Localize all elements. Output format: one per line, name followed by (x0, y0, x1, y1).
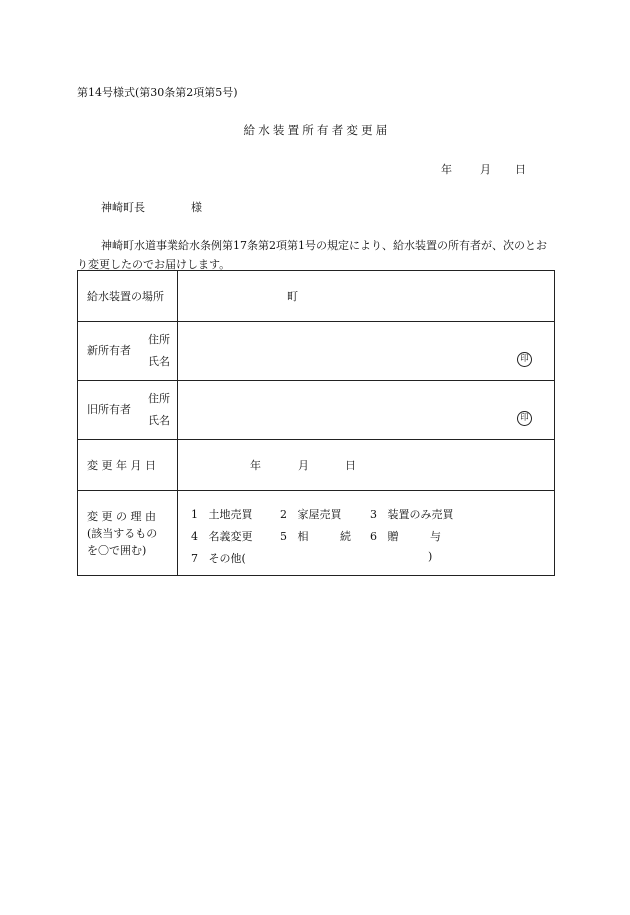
reason-option[interactable] (370, 528, 455, 544)
reason-option[interactable] (280, 528, 365, 544)
form-title: 給水装置所有者変更届 (243, 123, 391, 137)
reason-option[interactable] (280, 506, 342, 522)
change-day: 日 (345, 459, 356, 472)
reason-text: 相 続 (297, 530, 365, 543)
seal-mark: 印 (517, 352, 532, 367)
body-text: 神崎町水道事業給水条例第17条第2項第1号の規定により、給水装置の所有者が、次のとおり変更したのでお届けします。 (77, 239, 547, 271)
date-month: 月 (480, 163, 491, 176)
reason-label (78, 508, 177, 559)
reason-other-close: ) (428, 550, 433, 563)
reason-num: 4 (191, 530, 198, 543)
change-date-label-cell (78, 440, 178, 491)
old-owner-label-cell (78, 381, 178, 440)
row-location (78, 271, 555, 322)
location-label-cell (78, 271, 178, 322)
row-new-owner (78, 322, 555, 381)
reason-option[interactable] (191, 528, 253, 544)
new-owner-name-label: 氏名 (148, 355, 170, 368)
reason-option[interactable] (370, 506, 454, 522)
new-owner-label-cell (78, 322, 178, 381)
old-owner-name-label: 氏名 (148, 414, 170, 427)
reason-text: 土地売買 (208, 508, 253, 521)
new-owner-value-cell[interactable] (178, 322, 555, 381)
row-change-date (78, 440, 555, 491)
addressee-name: 神崎町長 (101, 201, 145, 214)
addressee (101, 199, 202, 215)
reason-num: 1 (191, 508, 198, 521)
seal-mark: 印 (517, 411, 532, 426)
reason-text: 家屋売買 (297, 508, 342, 521)
reason-num: 6 (370, 530, 377, 543)
form-number: 第14号様式(第30条第2項第5号) (77, 86, 238, 99)
location-label: 給水装置の場所 (87, 290, 164, 303)
addressee-honorific: 様 (191, 201, 202, 214)
change-date-value-cell[interactable] (178, 440, 555, 491)
row-reason (78, 491, 555, 576)
reason-label-line1: 変 更 の 理 由 (87, 509, 156, 523)
old-owner-address-label: 住所 (148, 392, 170, 405)
reason-label-line2: (該当するもの (87, 526, 158, 540)
old-owner-label: 旧所有者 (87, 403, 131, 416)
date-day: 日 (515, 163, 526, 176)
change-year: 年 (250, 459, 261, 472)
change-date-label: 変 更 年 月 日 (87, 459, 156, 472)
reason-num: 2 (280, 508, 287, 521)
reason-option-other[interactable] (191, 550, 246, 566)
location-value-cell[interactable] (178, 271, 555, 322)
row-old-owner (78, 381, 555, 440)
reason-text: 装置のみ売買 (387, 508, 454, 521)
reason-text: その他( (208, 552, 246, 565)
change-month: 月 (298, 459, 309, 472)
reason-text: 名義変更 (208, 530, 253, 543)
reason-num: 5 (280, 530, 287, 543)
reason-text: 贈 与 (387, 530, 455, 543)
reason-label-line3: を〇で囲む) (87, 543, 147, 557)
notification-table (77, 270, 555, 576)
reason-option[interactable] (191, 506, 253, 522)
date-year: 年 (441, 163, 452, 176)
location-town: 町 (287, 290, 298, 303)
reason-options-cell (178, 491, 555, 576)
new-owner-label: 新所有者 (87, 344, 131, 357)
old-owner-value-cell[interactable] (178, 381, 555, 440)
reason-num: 3 (370, 508, 377, 521)
new-owner-address-label: 住所 (148, 333, 170, 346)
reason-num: 7 (191, 552, 198, 565)
reason-label-cell (78, 491, 178, 576)
